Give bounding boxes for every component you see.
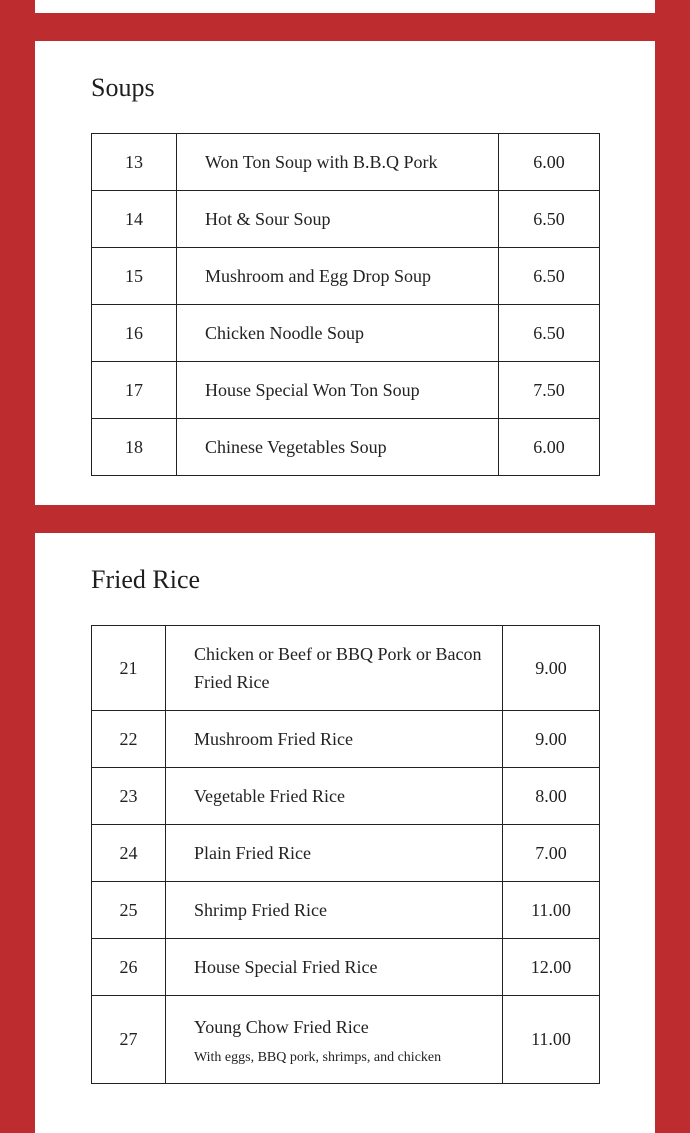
- table-row: [92, 768, 600, 825]
- item-name-line: Fried Rice: [194, 672, 270, 692]
- item-description: With eggs, BBQ pork, shrimps, and chicken: [194, 1049, 442, 1065]
- table-row: [92, 248, 600, 305]
- item-name: Mushroom and Egg Drop Soup: [177, 248, 499, 305]
- soups-section: [35, 41, 655, 505]
- item-name: Hot & Sour Soup: [177, 191, 499, 248]
- item-number: 14: [92, 191, 177, 248]
- item-number: 17: [92, 362, 177, 419]
- item-price: 8.00: [503, 768, 600, 825]
- item-name: House Special Fried Rice: [166, 939, 503, 996]
- table-row: [92, 305, 600, 362]
- table-row: [92, 996, 600, 1084]
- item-price: 7.50: [499, 362, 600, 419]
- item-name: Chicken Noodle Soup: [177, 305, 499, 362]
- item-number: 24: [92, 825, 166, 882]
- previous-section-card: [35, 0, 655, 13]
- item-price: 12.00: [503, 939, 600, 996]
- table-row: [92, 362, 600, 419]
- item-name: Vegetable Fried Rice: [166, 768, 503, 825]
- item-number: 22: [92, 711, 166, 768]
- item-name: Won Ton Soup with B.B.Q Pork: [177, 134, 499, 191]
- item-number: 25: [92, 882, 166, 939]
- item-name: Mushroom Fried Rice: [166, 711, 503, 768]
- soups-section-title: Soups: [91, 73, 155, 102]
- item-number: 26: [92, 939, 166, 996]
- item-name: Shrimp Fried Rice: [166, 882, 503, 939]
- table-row: [92, 191, 600, 248]
- item-number: 23: [92, 768, 166, 825]
- item-name-line: Young Chow Fried Rice: [194, 1016, 369, 1037]
- item-name: Chinese Vegetables Soup: [177, 419, 499, 476]
- table-row: [92, 939, 600, 996]
- item-number: 27: [92, 996, 166, 1084]
- item-price: 9.00: [503, 711, 600, 768]
- item-price: 6.50: [499, 248, 600, 305]
- item-price: 6.50: [499, 305, 600, 362]
- item-price: 11.00: [503, 996, 600, 1084]
- table-row: [92, 882, 600, 939]
- item-number: 13: [92, 134, 177, 191]
- item-price: 6.00: [499, 419, 600, 476]
- item-number: 18: [92, 419, 177, 476]
- item-price: 7.00: [503, 825, 600, 882]
- item-name: [166, 996, 503, 1084]
- item-number: 16: [92, 305, 177, 362]
- item-number: 15: [92, 248, 177, 305]
- item-name: House Special Won Ton Soup: [177, 362, 499, 419]
- fried-rice-menu-table: [91, 625, 600, 1084]
- item-price: 6.50: [499, 191, 600, 248]
- table-row: [92, 711, 600, 768]
- item-number: 21: [92, 626, 166, 711]
- table-row: [92, 825, 600, 882]
- item-name: Plain Fried Rice: [166, 825, 503, 882]
- soups-menu-table: [91, 133, 600, 476]
- fried-rice-section: [35, 533, 655, 1133]
- table-row: [92, 419, 600, 476]
- item-price: 9.00: [503, 626, 600, 711]
- item-price: 11.00: [503, 882, 600, 939]
- table-row: [92, 134, 600, 191]
- item-name: [166, 626, 503, 711]
- item-name-line: Chicken or Beef or BBQ Pork or Bacon: [194, 644, 482, 664]
- table-row: [92, 626, 600, 711]
- item-price: 6.00: [499, 134, 600, 191]
- fried-rice-section-title: Fried Rice: [91, 565, 201, 594]
